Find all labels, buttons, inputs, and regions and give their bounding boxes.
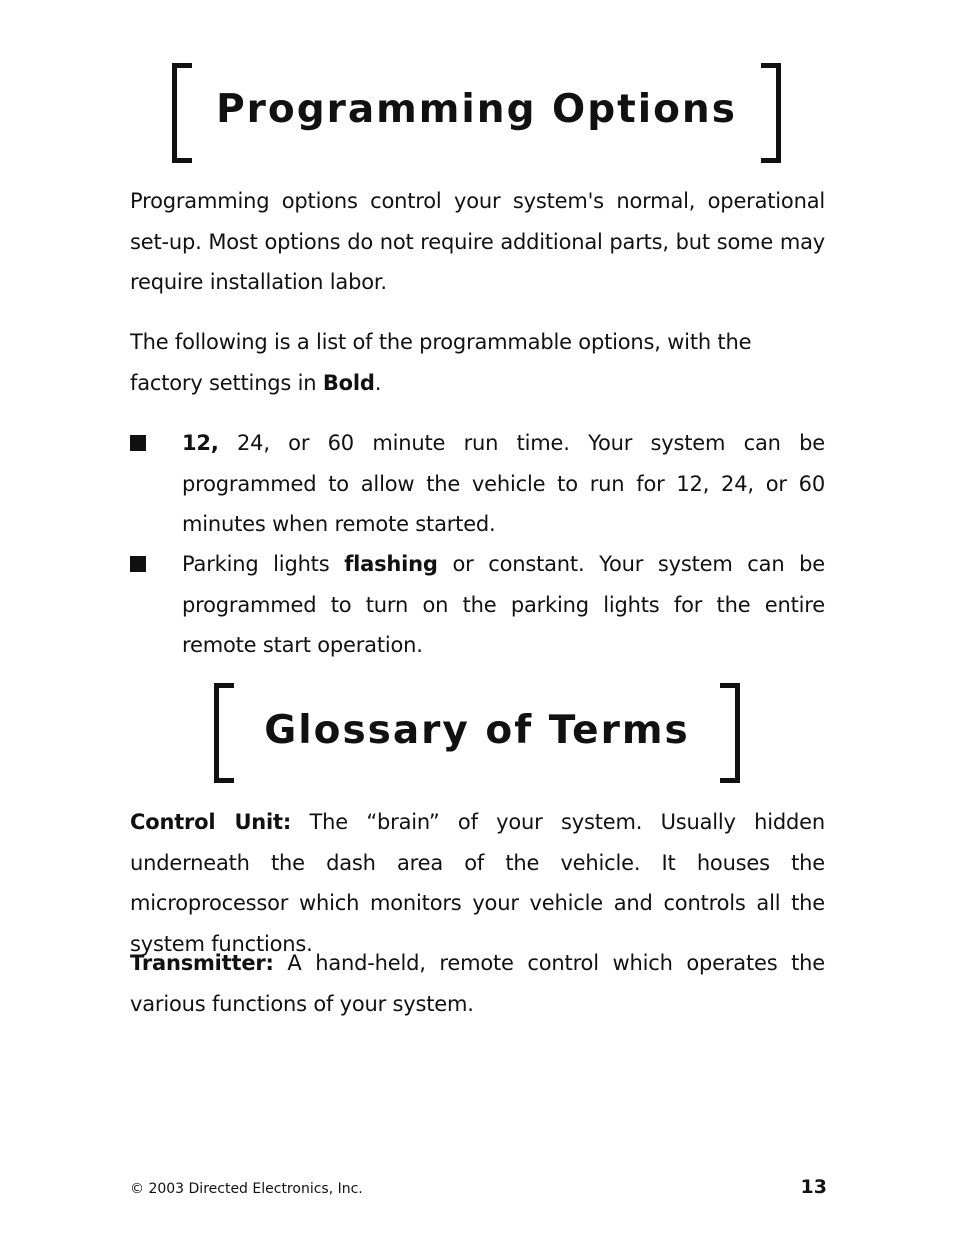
glossary-term: Control Unit: xyxy=(130,810,292,834)
section-heading: Glossary of Terms xyxy=(264,708,690,753)
list-intro-bold: Bold xyxy=(322,370,375,395)
glossary-definition: The “brain” of your system. Usually hidden underneath the dash area of the vehicle. It houses the microprocessor which monitors your vehicle and controls all the system functions. xyxy=(130,810,825,956)
option-text xyxy=(182,544,825,666)
list-intro-end: . xyxy=(374,370,382,395)
square-bullet-icon xyxy=(130,556,146,572)
glossary-term: Transmitter: xyxy=(130,951,274,975)
copyright-notice: © 2003 Directed Electronics, Inc. xyxy=(130,1181,363,1197)
glossary-definition: A hand-held, remote control which operates the various functions of your system. xyxy=(130,951,825,1016)
list-intro-paragraph xyxy=(130,322,825,403)
glossary-heading-box xyxy=(214,683,740,783)
intro-paragraph: Programming options control your system's normal, operational set-up. Most options do not require additional parts, but some may require installation labor. xyxy=(130,189,825,294)
option-prefix: Parking lights xyxy=(182,552,345,576)
programming-options-heading-box xyxy=(172,63,781,163)
option-default: flashing xyxy=(344,552,438,576)
option-description: 24, or 60 minute run time. Your system can be programmed to allow the vehicle to run for 12, 24, or 60 minutes when remote started. xyxy=(182,431,825,536)
section-heading: Programming Options xyxy=(216,87,737,132)
glossary-term-paragraph xyxy=(130,943,825,1024)
glossary-term-paragraph xyxy=(130,802,825,964)
list-intro-text: The following is a list of the programmable options, with the factory settings in xyxy=(130,330,752,395)
option-default: 12, xyxy=(182,431,219,455)
option-description: or constant. Your system can be programmed to turn on the parking lights for the entire remote start operation. xyxy=(182,552,825,657)
page-number: 13 xyxy=(800,1176,827,1198)
square-bullet-icon xyxy=(130,435,146,451)
option-text xyxy=(182,423,825,545)
